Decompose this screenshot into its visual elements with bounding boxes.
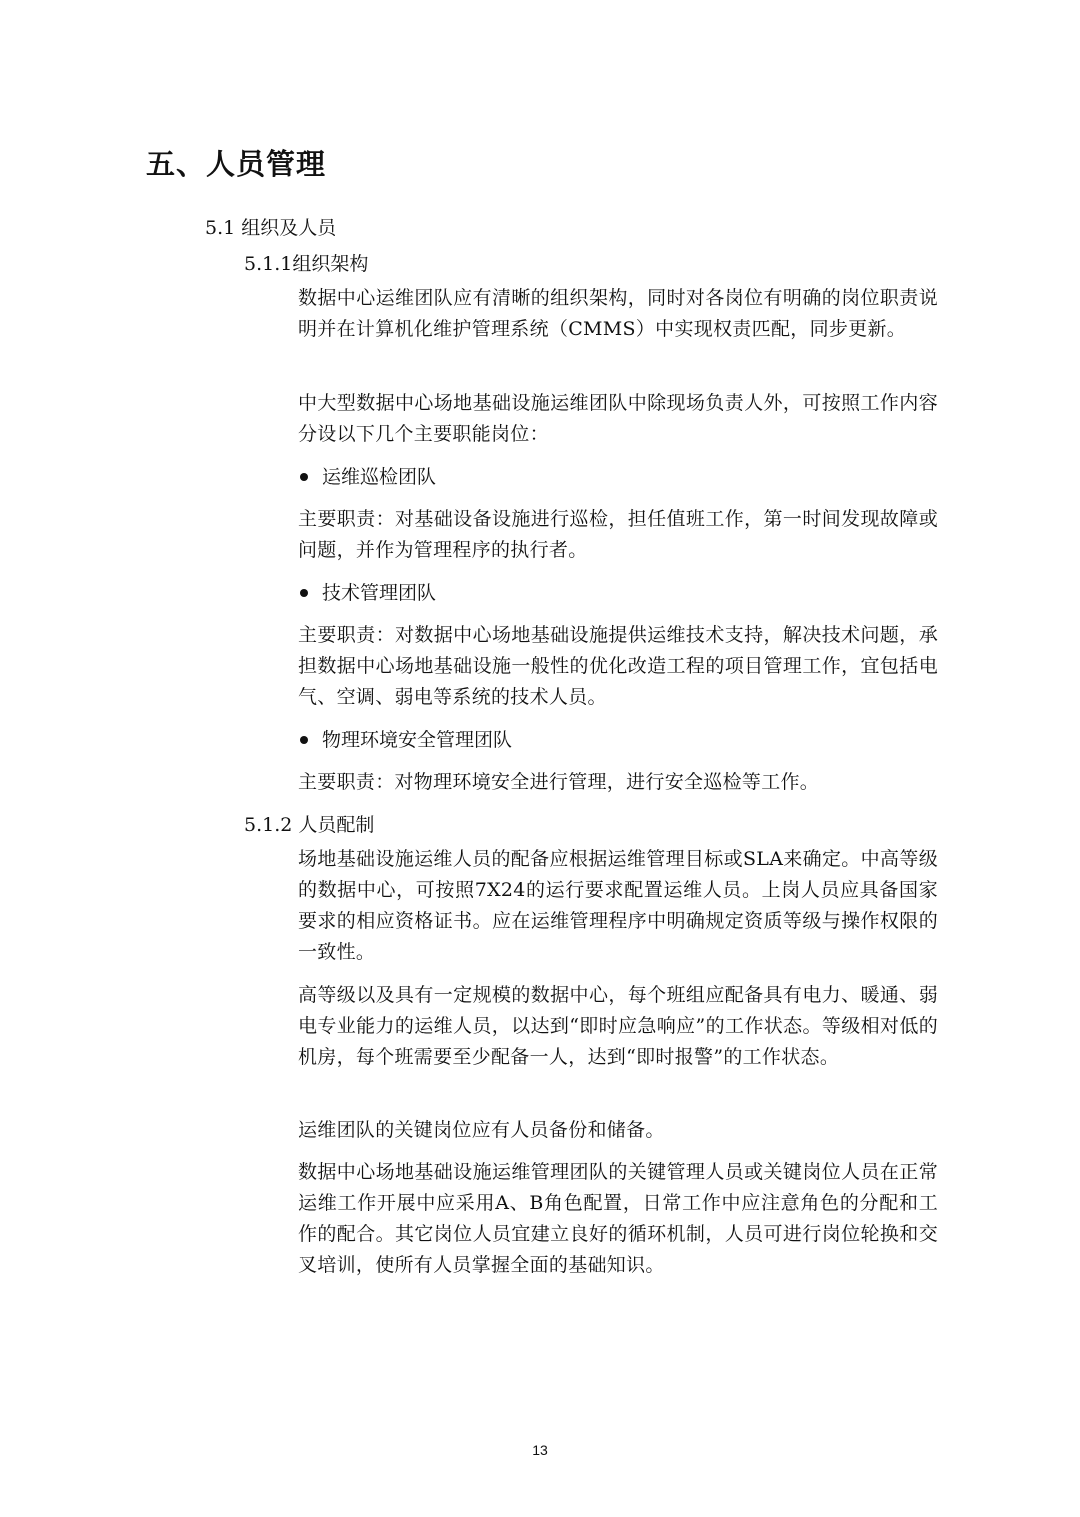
section-heading-5-1: 5.1 组织及人员 <box>205 217 337 239</box>
bullet-item <box>298 577 436 609</box>
bullet-item <box>298 461 436 493</box>
paragraph: 主要职责：对数据中心场地基础设施提供运维技术支持，解决技术问题，承担数据中心场地基础设施一般性的优化改造工程的项目管理工作，宜包括电气、空调、弱电等系统的技术人员。 <box>298 624 938 708</box>
paragraph: 高等级以及具有一定规模的数据中心，每个班组应配备具有电力、暖通、弱电专业能力的运维人员，以达到“即时应急响应”的工作状态。等级相对低的机房，每个班需要至少配备一人，达到“即时报警”的工作状态。 <box>298 984 938 1068</box>
bullet-label: 物理环境安全管理团队 <box>322 729 513 751</box>
page-number: 13 <box>532 1442 548 1458</box>
section-heading-5-1-2: 5.1.2 人员配制 <box>244 814 375 836</box>
bullet-item <box>298 724 512 756</box>
paragraph: 场地基础设施运维人员的配备应根据运维管理目标或SLA来确定。中高等级的数据中心，可按照7X24的运行要求配置运维人员。上岗人员应具备国家要求的相应资格证书。应在运维管理程序中明确规定资质等级与操作权限的一致性。 <box>298 848 938 963</box>
bullet-label: 运维巡检团队 <box>322 466 437 488</box>
bullet-icon <box>300 736 308 744</box>
section-heading-5-1-1: 5.1.1组织架构 <box>244 253 369 275</box>
paragraph: 数据中心运维团队应有清晰的组织架构，同时对各岗位有明确的岗位职责说明并在计算机化维护管理系统（CMMS）中实现权责匹配，同步更新。 <box>298 287 938 340</box>
paragraph: 主要职责：对基础设备设施进行巡检，担任值班工作，第一时间发现故障或问题，并作为管理程序的执行者。 <box>298 508 938 561</box>
paragraph: 运维团队的关键岗位应有人员备份和储备。 <box>298 1119 665 1141</box>
bullet-icon <box>300 589 308 597</box>
paragraph: 数据中心场地基础设施运维管理团队的关键管理人员或关键岗位人员在正常运维工作开展中应采用A、B角色配置，日常工作中应注意角色的分配和工作的配合。其它岗位人员宜建立良好的循环机制，人员可进行岗位轮换和交叉培训，使所有人员掌握全面的基础知识。 <box>298 1161 938 1276</box>
paragraph: 主要职责：对物理环境安全进行管理，进行安全巡检等工作。 <box>298 771 820 793</box>
bullet-label: 技术管理团队 <box>322 582 437 604</box>
bullet-icon <box>300 473 308 481</box>
paragraph: 中大型数据中心场地基础设施运维团队中除现场负责人外，可按照工作内容分设以下几个主要职能岗位： <box>298 392 938 445</box>
chapter-title: 五、人员管理 <box>146 147 327 181</box>
